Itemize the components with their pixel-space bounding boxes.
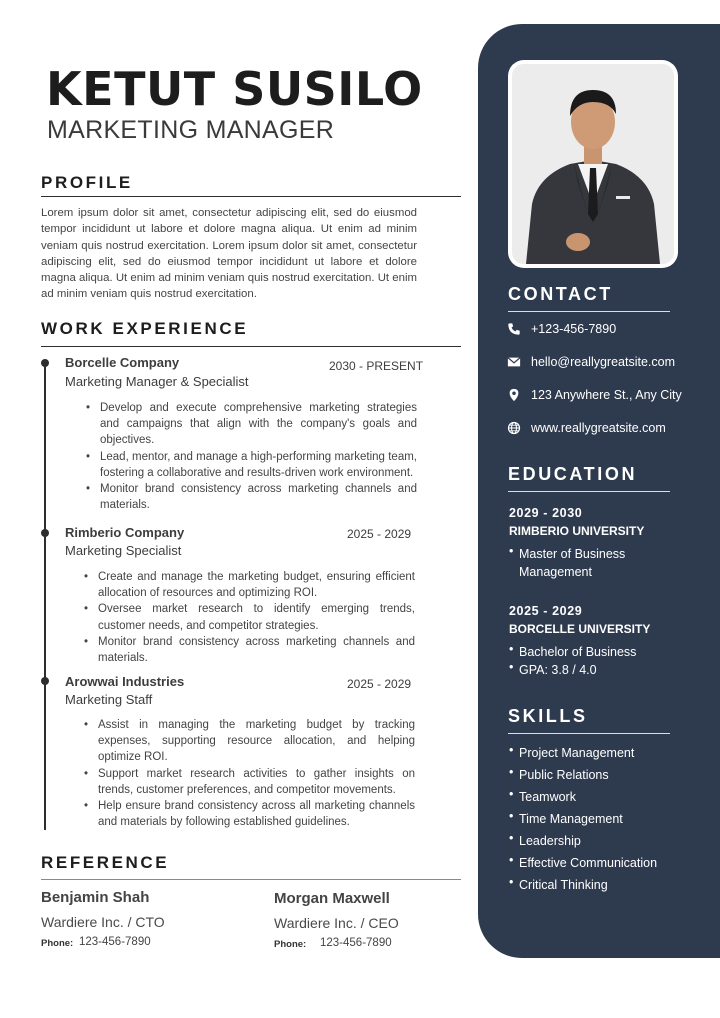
profile-text: Lorem ipsum dolor sit amet, consectetur adipiscing elit, sed do eiusmod tempor incididunt ut labore et dolore magna aliqua. Ut enim ad minim veniam quis nostrud exercitation. Lorem ipsum dolor sit amet, consectetur adipiscing elit, sed do eiusmod tempor incididunt ut labore et dolore magna aliqua. Ut enim ad minim veniam quis nostrud exercitation. Ut enim ad minim veniam quis nostrud exercitation. bbox=[41, 207, 417, 301]
skills-heading: SKILLS bbox=[508, 706, 588, 726]
profile-divider bbox=[41, 196, 461, 197]
job-company: Borcelle Company bbox=[65, 355, 180, 370]
job-bullet: • Lead, mentor, and manage a high-performing marketing team, fostering a collaborative and results-driven work environment. bbox=[82, 449, 417, 481]
job-bullet: • Create and manage the marketing budget, ensuring efficient allocation of resources and optimizing ROI. bbox=[80, 569, 415, 601]
skill-item: • Teamwork bbox=[509, 788, 689, 806]
skill-item: • Leadership bbox=[509, 832, 689, 850]
job-dates: 2030 - PRESENT bbox=[329, 359, 424, 373]
timeline-dot bbox=[41, 529, 49, 537]
job-bullet: • Support market research activities to gather insights on trends, customer preferences, and competitor movements. bbox=[80, 766, 415, 798]
education-years: 2029 - 2030 bbox=[509, 506, 583, 520]
education-school: RIMBERIO UNIVERSITY bbox=[509, 524, 645, 538]
timeline-dot bbox=[41, 677, 49, 685]
work-experience-divider bbox=[41, 346, 461, 347]
profile-heading: PROFILE bbox=[41, 173, 133, 192]
job-bullets bbox=[80, 717, 415, 830]
reference-phone-label: Phone: bbox=[274, 939, 307, 950]
job-bullet: • Oversee market research to identify emerging trends, customer needs, and competitor strategies. bbox=[80, 601, 415, 633]
reference-phone: 123-456-7890 bbox=[79, 936, 151, 948]
job-bullet: • Develop and execute comprehensive marketing strategies and campaigns that align with the company's goals and objectives. bbox=[82, 400, 417, 449]
job-bullet: • Help ensure brand consistency across all marketing channels and materials by following established guidelines. bbox=[80, 798, 415, 830]
job-title: Marketing Staff bbox=[65, 692, 153, 707]
job-bullet: • Monitor brand consistency across marketing channels and materials. bbox=[80, 634, 415, 666]
mail-icon bbox=[507, 355, 521, 369]
skills-divider bbox=[508, 733, 670, 734]
location-pin-icon bbox=[507, 388, 521, 402]
contact-divider bbox=[508, 311, 670, 312]
contact-phone: +123-456-7890 bbox=[531, 322, 617, 336]
reference-name: Morgan Maxwell bbox=[274, 890, 390, 907]
education-item: • GPA: 3.8 / 4.0 bbox=[509, 661, 679, 679]
phone-icon bbox=[507, 322, 521, 336]
job-company: Arowwai Industries bbox=[65, 674, 185, 689]
job-bullets bbox=[82, 400, 417, 513]
contact-website[interactable]: www.reallygreatsite.com bbox=[531, 421, 666, 435]
skill-item: • Project Management bbox=[509, 744, 689, 762]
reference-company: Wardiere Inc. / CEO bbox=[274, 915, 399, 931]
person-portrait-image bbox=[512, 64, 674, 264]
job-company: Rimberio Company bbox=[65, 525, 185, 540]
contact-email[interactable]: hello@reallygreatsite.com bbox=[531, 355, 676, 369]
globe-icon bbox=[507, 421, 521, 435]
contact-heading: CONTACT bbox=[508, 284, 613, 304]
education-item: • Master of Business Management bbox=[509, 545, 629, 581]
job-role: MARKETING MANAGER bbox=[47, 116, 335, 144]
work-experience-heading: WORK EXPERIENCE bbox=[41, 319, 249, 338]
reference-phone: 123-456-7890 bbox=[320, 937, 392, 949]
job-title: Marketing Manager & Specialist bbox=[65, 374, 249, 389]
education-item: • Bachelor of Business bbox=[509, 643, 679, 661]
skill-item: • Effective Communication bbox=[509, 854, 689, 872]
person-name: KETUT SUSILO bbox=[46, 62, 423, 116]
job-title: Marketing Specialist bbox=[65, 543, 182, 558]
education-heading: EDUCATION bbox=[508, 464, 638, 484]
job-bullets bbox=[80, 569, 415, 666]
reference-heading: REFERENCE bbox=[41, 853, 170, 872]
timeline-line bbox=[44, 360, 46, 830]
job-dates: 2025 - 2029 bbox=[347, 677, 412, 691]
skill-item: • Time Management bbox=[509, 810, 689, 828]
education-years: 2025 - 2029 bbox=[509, 604, 583, 618]
skill-item: • Public Relations bbox=[509, 766, 689, 784]
reference-company: Wardiere Inc. / CTO bbox=[41, 914, 165, 930]
reference-name: Benjamin Shah bbox=[41, 889, 150, 906]
job-dates: 2025 - 2029 bbox=[347, 527, 412, 541]
contact-address: 123 Anywhere St., Any City bbox=[531, 388, 682, 402]
skill-item: • Critical Thinking bbox=[509, 876, 689, 894]
education-school: BORCELLE UNIVERSITY bbox=[509, 622, 651, 636]
education-divider bbox=[508, 491, 670, 492]
profile-photo bbox=[508, 60, 678, 268]
job-bullet: • Assist in managing the marketing budget by tracking expenses, supporting resource allocation, and helping optimize ROI. bbox=[80, 717, 415, 766]
job-bullet: • Monitor brand consistency across marketing channels and materials. bbox=[82, 481, 417, 513]
timeline-dot bbox=[41, 359, 49, 367]
reference-divider bbox=[41, 879, 461, 880]
reference-phone-label: Phone: bbox=[41, 938, 74, 949]
